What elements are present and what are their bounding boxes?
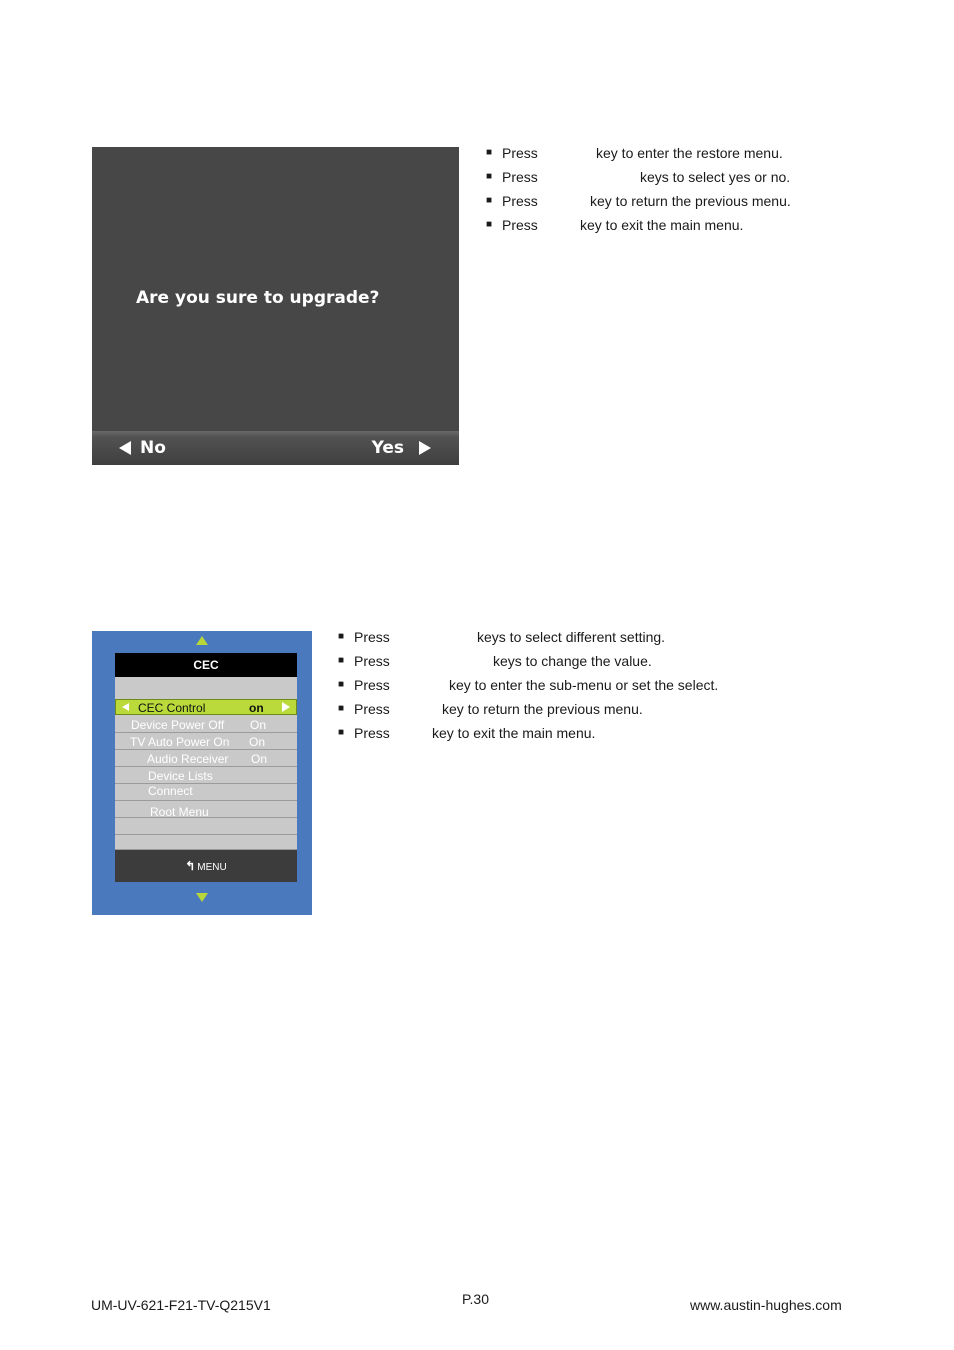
row-label: CEC Control bbox=[138, 701, 206, 715]
instruction-text: key to return the previous menu. bbox=[590, 193, 791, 209]
return-icon: ↰ bbox=[185, 859, 196, 873]
no-button[interactable] bbox=[119, 438, 166, 458]
menu-row-tv-auto-power-on[interactable] bbox=[115, 734, 297, 750]
press-label: Press bbox=[502, 145, 538, 161]
cec-menu-panel bbox=[115, 653, 297, 882]
left-arrow-icon bbox=[119, 441, 131, 455]
bullet-icon: ■ bbox=[338, 631, 345, 642]
list-item bbox=[338, 625, 768, 649]
row-label: Device Lists bbox=[148, 769, 213, 783]
press-label: Press bbox=[354, 701, 390, 717]
instruction-text: key to exit the main menu. bbox=[432, 725, 596, 741]
list-item bbox=[486, 141, 846, 165]
instruction-text: key to exit the main menu. bbox=[580, 217, 744, 233]
menu-row-connect[interactable] bbox=[115, 785, 297, 801]
yes-label: Yes bbox=[371, 438, 404, 458]
dialog-button-bar bbox=[92, 431, 459, 465]
press-label: Press bbox=[354, 677, 390, 693]
left-arrow-icon bbox=[122, 703, 129, 711]
upgrade-instructions bbox=[486, 141, 846, 237]
press-label: Press bbox=[502, 169, 538, 185]
upgrade-dialog-screenshot bbox=[92, 147, 459, 465]
list-item bbox=[486, 165, 846, 189]
menu-row-audio-receiver[interactable] bbox=[115, 751, 297, 767]
press-label: Press bbox=[354, 725, 390, 741]
bullet-icon: ■ bbox=[338, 679, 345, 690]
instruction-text: key to enter the sub-menu or set the select. bbox=[449, 677, 719, 693]
menu-row-device-power-off[interactable] bbox=[115, 717, 297, 733]
list-item bbox=[338, 673, 768, 697]
row-label: TV Auto Power On bbox=[130, 735, 230, 749]
menu-row-empty bbox=[115, 819, 297, 835]
menu-footer[interactable] bbox=[115, 850, 297, 882]
row-value: On bbox=[249, 735, 266, 749]
right-arrow-icon bbox=[419, 441, 431, 455]
menu-row-device-lists[interactable] bbox=[115, 768, 297, 784]
upgrade-question: Are you sure to upgrade? bbox=[136, 288, 380, 308]
list-item bbox=[338, 649, 768, 673]
bullet-icon: ■ bbox=[338, 727, 345, 738]
website-link[interactable]: www.austin-hughes.com bbox=[690, 1297, 842, 1313]
press-label: Press bbox=[354, 653, 390, 669]
row-value: on bbox=[249, 701, 264, 715]
bullet-icon: ■ bbox=[486, 195, 493, 206]
menu-title: CEC bbox=[115, 653, 297, 677]
list-item bbox=[486, 213, 846, 237]
menu-row-cec-control[interactable] bbox=[115, 699, 297, 715]
document-id: UM-UV-621-F21-TV-Q215V1 bbox=[91, 1297, 271, 1313]
instruction-text: keys to change the value. bbox=[493, 653, 652, 669]
bullet-icon: ■ bbox=[338, 655, 345, 666]
yes-button[interactable] bbox=[372, 438, 431, 458]
scroll-up-icon[interactable] bbox=[196, 636, 208, 645]
press-label: Press bbox=[354, 629, 390, 645]
row-label: Root Menu bbox=[150, 805, 209, 819]
list-item bbox=[486, 189, 846, 213]
press-label: Press bbox=[502, 217, 538, 233]
list-item bbox=[338, 697, 768, 721]
row-value: On bbox=[250, 718, 267, 732]
page-number: P.30 bbox=[462, 1291, 489, 1307]
cec-instructions bbox=[338, 625, 768, 745]
instruction-text: key to enter the restore menu. bbox=[596, 145, 783, 161]
instruction-text: keys to select yes or no. bbox=[640, 169, 791, 185]
press-label: Press bbox=[502, 193, 538, 209]
menu-row-empty bbox=[115, 836, 297, 850]
instruction-text: key to return the previous menu. bbox=[442, 701, 643, 717]
menu-row-root-menu[interactable] bbox=[115, 802, 297, 818]
row-label: Connect bbox=[148, 784, 193, 798]
bullet-icon: ■ bbox=[338, 703, 345, 714]
list-item bbox=[338, 721, 768, 745]
right-arrow-icon bbox=[282, 702, 290, 712]
no-label: No bbox=[140, 438, 166, 458]
row-value: On bbox=[251, 752, 268, 766]
bullet-icon: ■ bbox=[486, 171, 493, 182]
row-label: Audio Receiver bbox=[147, 752, 229, 766]
menu-key-label: MENU bbox=[197, 862, 227, 873]
instruction-text: keys to select different setting. bbox=[477, 629, 666, 645]
scroll-down-icon[interactable] bbox=[196, 893, 208, 902]
row-label: Device Power Off bbox=[131, 718, 225, 732]
cec-menu-screenshot bbox=[92, 631, 312, 915]
bullet-icon: ■ bbox=[486, 147, 493, 158]
bullet-icon: ■ bbox=[486, 219, 493, 230]
